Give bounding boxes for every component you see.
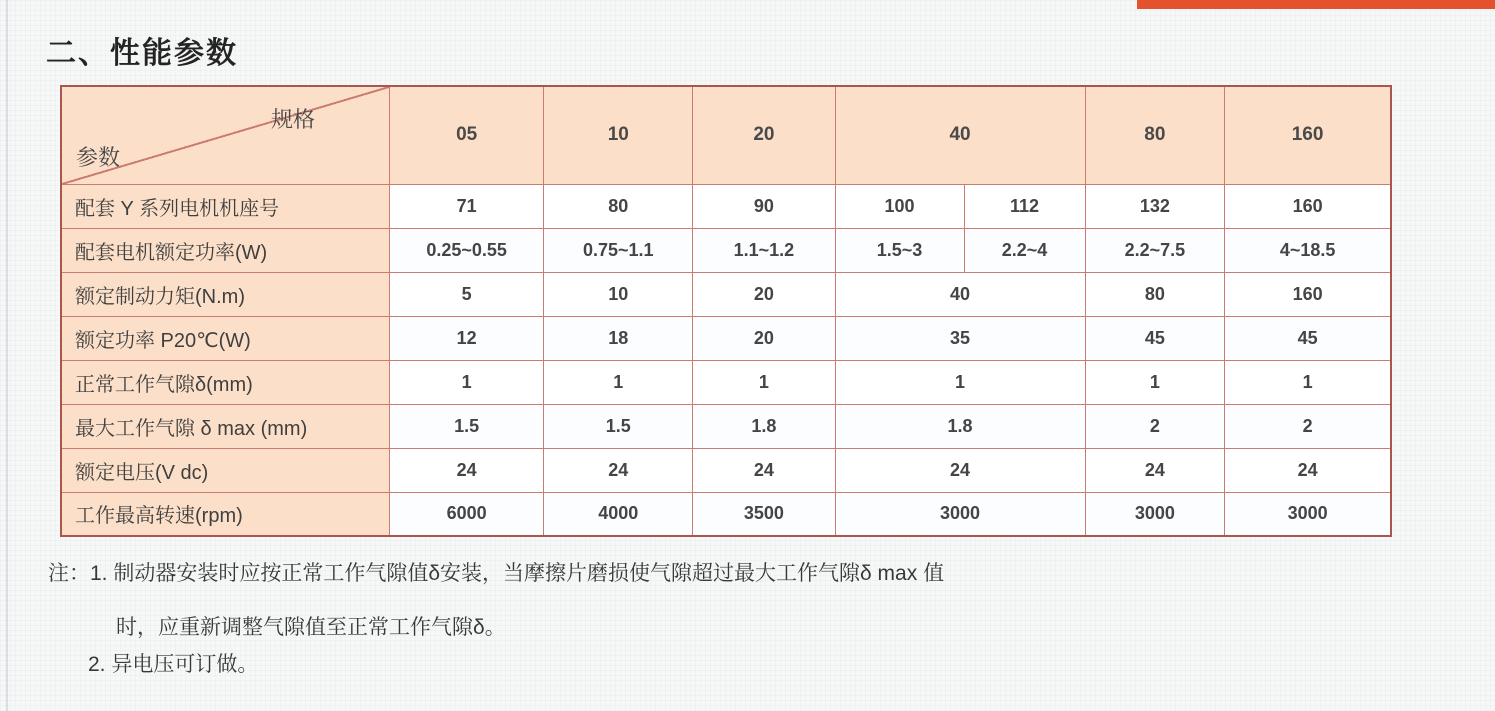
table-cell: 45 <box>1085 316 1225 360</box>
column-header-40: 40 <box>835 86 1085 184</box>
table-cell: 2.2~7.5 <box>1085 228 1225 272</box>
diagonal-header-cell <box>61 86 390 184</box>
table-cell: 3000 <box>1085 492 1225 536</box>
page-title: 二、性能参数 <box>46 37 238 70</box>
column-header-05: 05 <box>390 86 544 184</box>
row-label: 额定功率 P20℃(W) <box>61 316 390 360</box>
table-cell: 0.75~1.1 <box>544 228 693 272</box>
table-cell: 1.8 <box>835 404 1085 448</box>
table-cell: 1 <box>693 360 835 404</box>
table-cell: 1 <box>390 360 544 404</box>
table-row <box>61 404 1391 448</box>
table-cell: 12 <box>390 316 544 360</box>
table-cell: 1 <box>835 360 1085 404</box>
table-cell: 1.5 <box>544 404 693 448</box>
table-cell: 1 <box>1225 360 1391 404</box>
table-cell: 1 <box>1085 360 1225 404</box>
row-label: 正常工作气隙δ(mm) <box>61 360 390 404</box>
table-cell: 160 <box>1225 272 1391 316</box>
corner-label-param: 参数 <box>76 144 121 170</box>
table-cell: 6000 <box>390 492 544 536</box>
table-cell: 4~18.5 <box>1225 228 1391 272</box>
table-cell: 40 <box>835 272 1085 316</box>
table-cell: 24 <box>1085 448 1225 492</box>
column-header-80: 80 <box>1085 86 1225 184</box>
row-label: 额定制动力矩(N.m) <box>61 272 390 316</box>
table-row <box>61 316 1391 360</box>
row-label: 额定电压(V dc) <box>61 448 390 492</box>
table-cell: 24 <box>835 448 1085 492</box>
corner-label-spec: 规格 <box>271 107 316 132</box>
table-cell: 10 <box>544 272 693 316</box>
top-accent-bar <box>1137 0 1495 9</box>
note-line-1 <box>48 560 1368 588</box>
table-cell: 90 <box>693 184 835 228</box>
row-label: 工作最高转速(rpm) <box>61 492 390 536</box>
table-cell: 71 <box>390 184 544 228</box>
table-cell: 2 <box>1085 404 1225 448</box>
note-line-2: 时，应重新调整气隙值至正常工作气隙δ。 <box>116 616 506 639</box>
table-cell: 3500 <box>693 492 835 536</box>
table-cell: 2.2~4 <box>964 228 1085 272</box>
table-cell: 24 <box>544 448 693 492</box>
table-row <box>61 492 1391 536</box>
table-cell: 18 <box>544 316 693 360</box>
table-row <box>61 228 1391 272</box>
table-cell: 1.1~1.2 <box>693 228 835 272</box>
table-cell: 1 <box>544 360 693 404</box>
table-cell: 24 <box>390 448 544 492</box>
table-row <box>61 272 1391 316</box>
note-prefix: 注： <box>48 562 90 585</box>
header-row <box>61 86 1391 184</box>
note-line-3: 2. 异电压可订做。 <box>88 653 259 676</box>
table-cell: 0.25~0.55 <box>390 228 544 272</box>
table-cell: 2 <box>1225 404 1391 448</box>
table-cell: 5 <box>390 272 544 316</box>
note-1-text: 1. 制动器安装时应按正常工作气隙值δ安装，当摩擦片磨损使气隙超过最大工作气隙δ max 值 <box>90 562 945 585</box>
table-cell: 24 <box>693 448 835 492</box>
column-header-160: 160 <box>1225 86 1391 184</box>
table-row <box>61 360 1391 404</box>
table-cell: 20 <box>693 316 835 360</box>
row-label: 配套电机额定功率(W) <box>61 228 390 272</box>
table-cell: 3000 <box>1225 492 1391 536</box>
table-row <box>61 448 1391 492</box>
table-cell: 1.8 <box>693 404 835 448</box>
row-label: 最大工作气隙 δ max (mm) <box>61 404 390 448</box>
notes <box>48 560 1368 679</box>
table-cell: 20 <box>693 272 835 316</box>
table-cell: 24 <box>1225 448 1391 492</box>
table-cell: 100 <box>835 184 964 228</box>
table-cell: 80 <box>1085 272 1225 316</box>
table-cell: 1.5~3 <box>835 228 964 272</box>
column-header-10: 10 <box>544 86 693 184</box>
table-cell: 160 <box>1225 184 1391 228</box>
scan-edge-line <box>6 0 8 711</box>
table-cell: 3000 <box>835 492 1085 536</box>
row-label: 配套 Y 系列电机机座号 <box>61 184 390 228</box>
table-row <box>61 184 1391 228</box>
column-header-20: 20 <box>693 86 835 184</box>
table-cell: 4000 <box>544 492 693 536</box>
table-cell: 80 <box>544 184 693 228</box>
table-cell: 45 <box>1225 316 1391 360</box>
table-cell: 1.5 <box>390 404 544 448</box>
performance-table <box>60 85 1392 537</box>
table-cell: 112 <box>964 184 1085 228</box>
table-cell: 35 <box>835 316 1085 360</box>
table-cell: 132 <box>1085 184 1225 228</box>
